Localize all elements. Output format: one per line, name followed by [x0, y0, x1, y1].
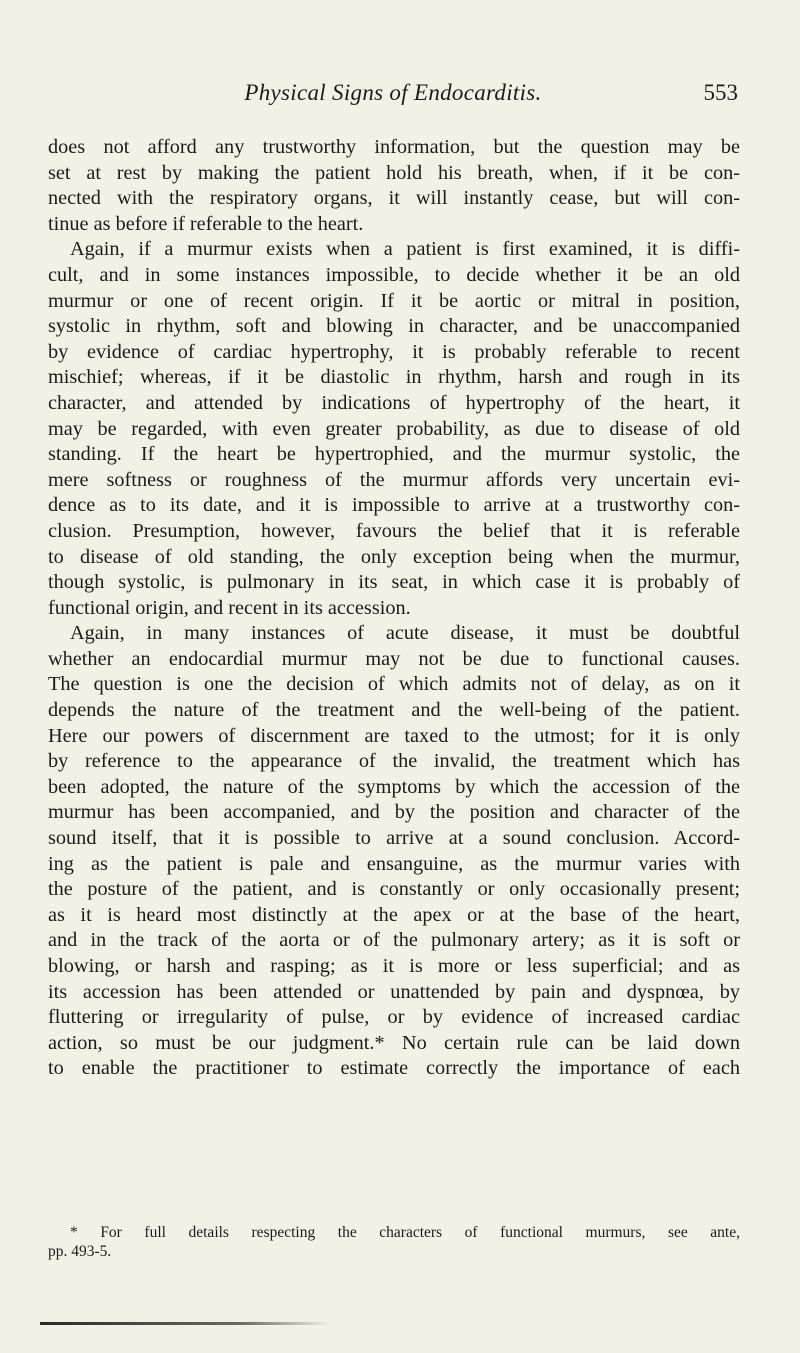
text-line: tinue as before if referable to the heart. — [48, 212, 364, 235]
text-line: ing as the patient is pale and ensanguine, as the murmur varies with — [48, 852, 740, 875]
text-line: set at rest by making the patient hold his breath, when, if it be con- — [48, 161, 740, 184]
text-line: Here our powers of discernment are taxed to the utmost; for it is only — [48, 724, 740, 747]
text-line: depends the nature of the treatment and the well-being of the patient. — [48, 699, 740, 722]
text-line: the posture of the patient, and is constantly or only occasionally present; — [48, 878, 740, 901]
text-line: dence as to its date, and it is impossible to arrive at a trustworthy con- — [48, 494, 740, 517]
text-line: functional origin, and recent in its accession. — [48, 596, 411, 619]
text-line: fluttering or irregularity of pulse, or by evidence of increased cardiac — [48, 1006, 740, 1029]
page-edge-rule — [40, 1322, 330, 1325]
page-title: Physical Signs of Endocarditis. — [244, 80, 542, 105]
text-line: standing. If the heart be hypertrophied, and the murmur systolic, the — [48, 443, 740, 466]
text-line: as it is heard most distinctly at the apex or at the base of the heart, — [48, 903, 740, 926]
text-line: The question is one the decision of which admits not of delay, as on it — [48, 673, 740, 696]
footnote-line: * For full details respecting the characters of functional murmurs, see ante, — [70, 1224, 740, 1241]
text-line: its accession has been attended or unattended by pain and dyspnœa, by — [48, 980, 740, 1003]
text-line: been adopted, the nature of the symptoms by which the accession of the — [48, 775, 740, 798]
footnote-line: pp. 493-5. — [48, 1243, 112, 1260]
body-text — [48, 135, 740, 1082]
text-line: to disease of old standing, the only exception being when the murmur, — [48, 545, 740, 568]
text-line: Again, in many instances of acute disease, it must be doubtful — [70, 622, 740, 645]
text-line: murmur or one of recent origin. If it be aortic or mitral in position, — [48, 289, 740, 312]
footnote — [48, 1223, 740, 1261]
text-line: by reference to the appearance of the invalid, the treatment which has — [48, 750, 740, 773]
text-line: to enable the practitioner to estimate correctly the importance of each — [48, 1057, 740, 1080]
text-line: cult, and in some instances impossible, to decide whether it be an old — [48, 263, 740, 286]
text-line: character, and attended by indications of hypertrophy of the heart, it — [48, 391, 740, 414]
text-line: mischief; whereas, if it be diastolic in rhythm, harsh and rough in its — [48, 366, 740, 389]
text-line: though systolic, is pulmonary in its seat, in which case it is probably of — [48, 571, 740, 594]
text-line: blowing, or harsh and rasping; as it is more or less superficial; and as — [48, 955, 740, 977]
text-line: sound itself, that it is possible to arrive at a sound conclusion. Accord- — [48, 827, 740, 850]
text-line: action, so must be our judgment.* No certain rule can be laid down — [48, 1031, 740, 1054]
page-number: 553 — [703, 80, 738, 105]
text-line: systolic in rhythm, soft and blowing in character, and be unaccompanied — [48, 315, 740, 338]
text-line: nected with the respiratory organs, it will instantly cease, but will con- — [48, 187, 740, 210]
text-line: does not afford any trustworthy information, but the question may be — [48, 136, 740, 158]
text-line: by evidence of cardiac hypertrophy, it is probably referable to recent — [48, 340, 740, 363]
text-line: murmur has been accompanied, and by the position and character of the — [48, 801, 740, 824]
text-line: and in the track of the aorta or of the pulmonary artery; as it is soft or — [48, 929, 740, 952]
running-head — [48, 80, 738, 120]
text-line: clusion. Presumption, however, favours the belief that it is referable — [48, 519, 740, 542]
text-line: may be regarded, with even greater probability, as due to disease of old — [48, 417, 740, 440]
text-line: Again, if a murmur exists when a patient is first examined, it is diffi- — [70, 238, 740, 261]
text-line: mere softness or roughness of the murmur affords very uncertain evi- — [48, 468, 740, 491]
text-line: whether an endocardial murmur may not be due to functional causes. — [48, 647, 740, 670]
